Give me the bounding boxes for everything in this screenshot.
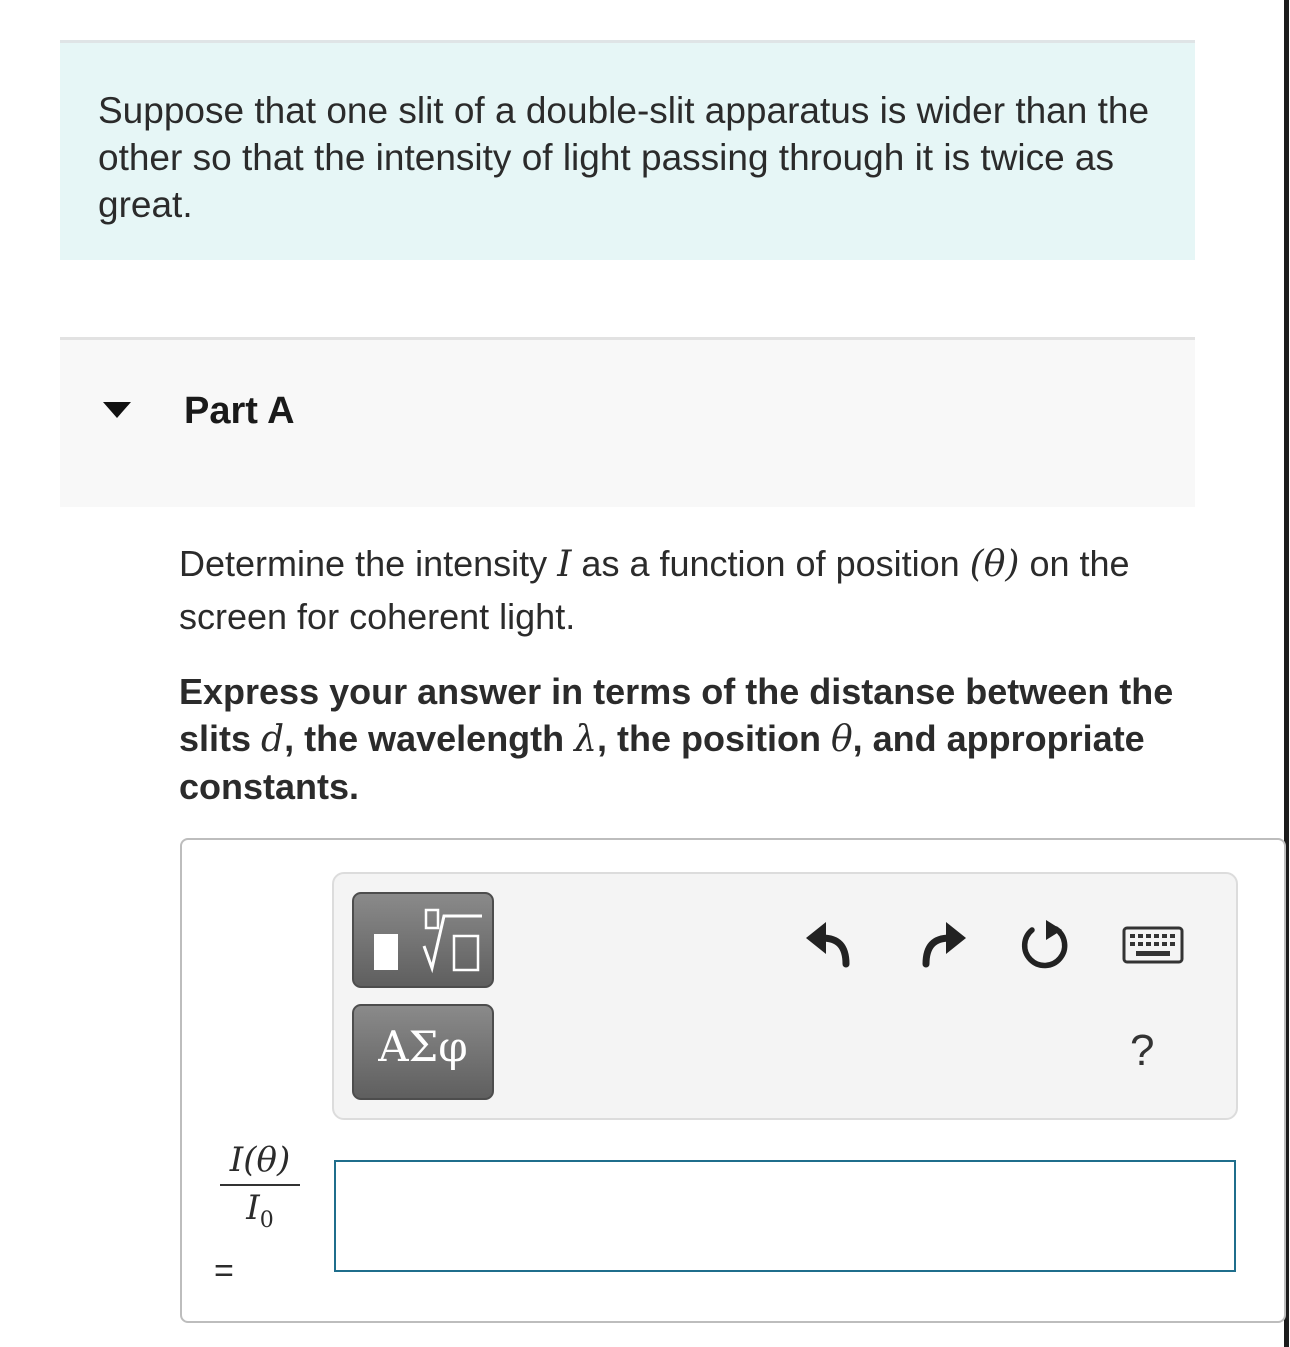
instruction-part-1: Express your answer in terms of the distanse between the slits [179,671,1174,759]
problem-intro-text: Suppose that one slit of a double-slit apparatus is wider than the other so that the intensity of light passing through it is twice as great. [98,90,1150,225]
templates-sqrt-icon [354,894,492,986]
question-post: on the screen for coherent light. [179,543,1130,637]
lhs-numerator: I(θ) [229,1140,291,1180]
var-theta-2: θ [830,719,853,760]
var-intensity: I [557,544,572,585]
var-d: d [261,719,285,760]
var-theta: (θ) [969,544,1020,585]
instruction-part-3: , the position [596,718,831,759]
greek-symbols-label: ΑΣφ [378,1022,468,1071]
templates-button[interactable] [352,892,494,988]
undo-icon[interactable] [800,916,860,976]
help-button[interactable]: ? [1130,1026,1155,1075]
answer-instruction [179,668,1189,810]
answer-container [180,838,1286,1323]
lhs-denominator-var: I [246,1188,260,1228]
question-pre: Determine the intensity [179,543,558,584]
caret-down-icon[interactable] [103,402,131,418]
equals-sign: = [214,1252,234,1290]
question-mid: as a function of position [571,543,970,584]
math-toolbar [332,872,1238,1120]
part-a-header[interactable] [60,337,1195,507]
question-text [179,538,1179,643]
greek-symbols-button[interactable] [352,1004,494,1100]
redo-icon[interactable] [912,916,972,976]
answer-lhs-fraction [210,1140,310,1233]
var-lambda: λ [574,719,597,760]
lhs-denominator-subscript: 0 [259,1207,274,1233]
reset-icon[interactable] [1014,916,1074,976]
problem-intro-panel [60,40,1195,260]
instruction-part-4: , and appropriate constants. [179,718,1145,807]
answer-input[interactable] [334,1160,1236,1272]
part-title: Part A [184,390,295,432]
keyboard-icon[interactable] [1122,918,1184,974]
lhs-denominator [210,1186,310,1233]
instruction-part-2: , the wavelength [284,718,575,759]
